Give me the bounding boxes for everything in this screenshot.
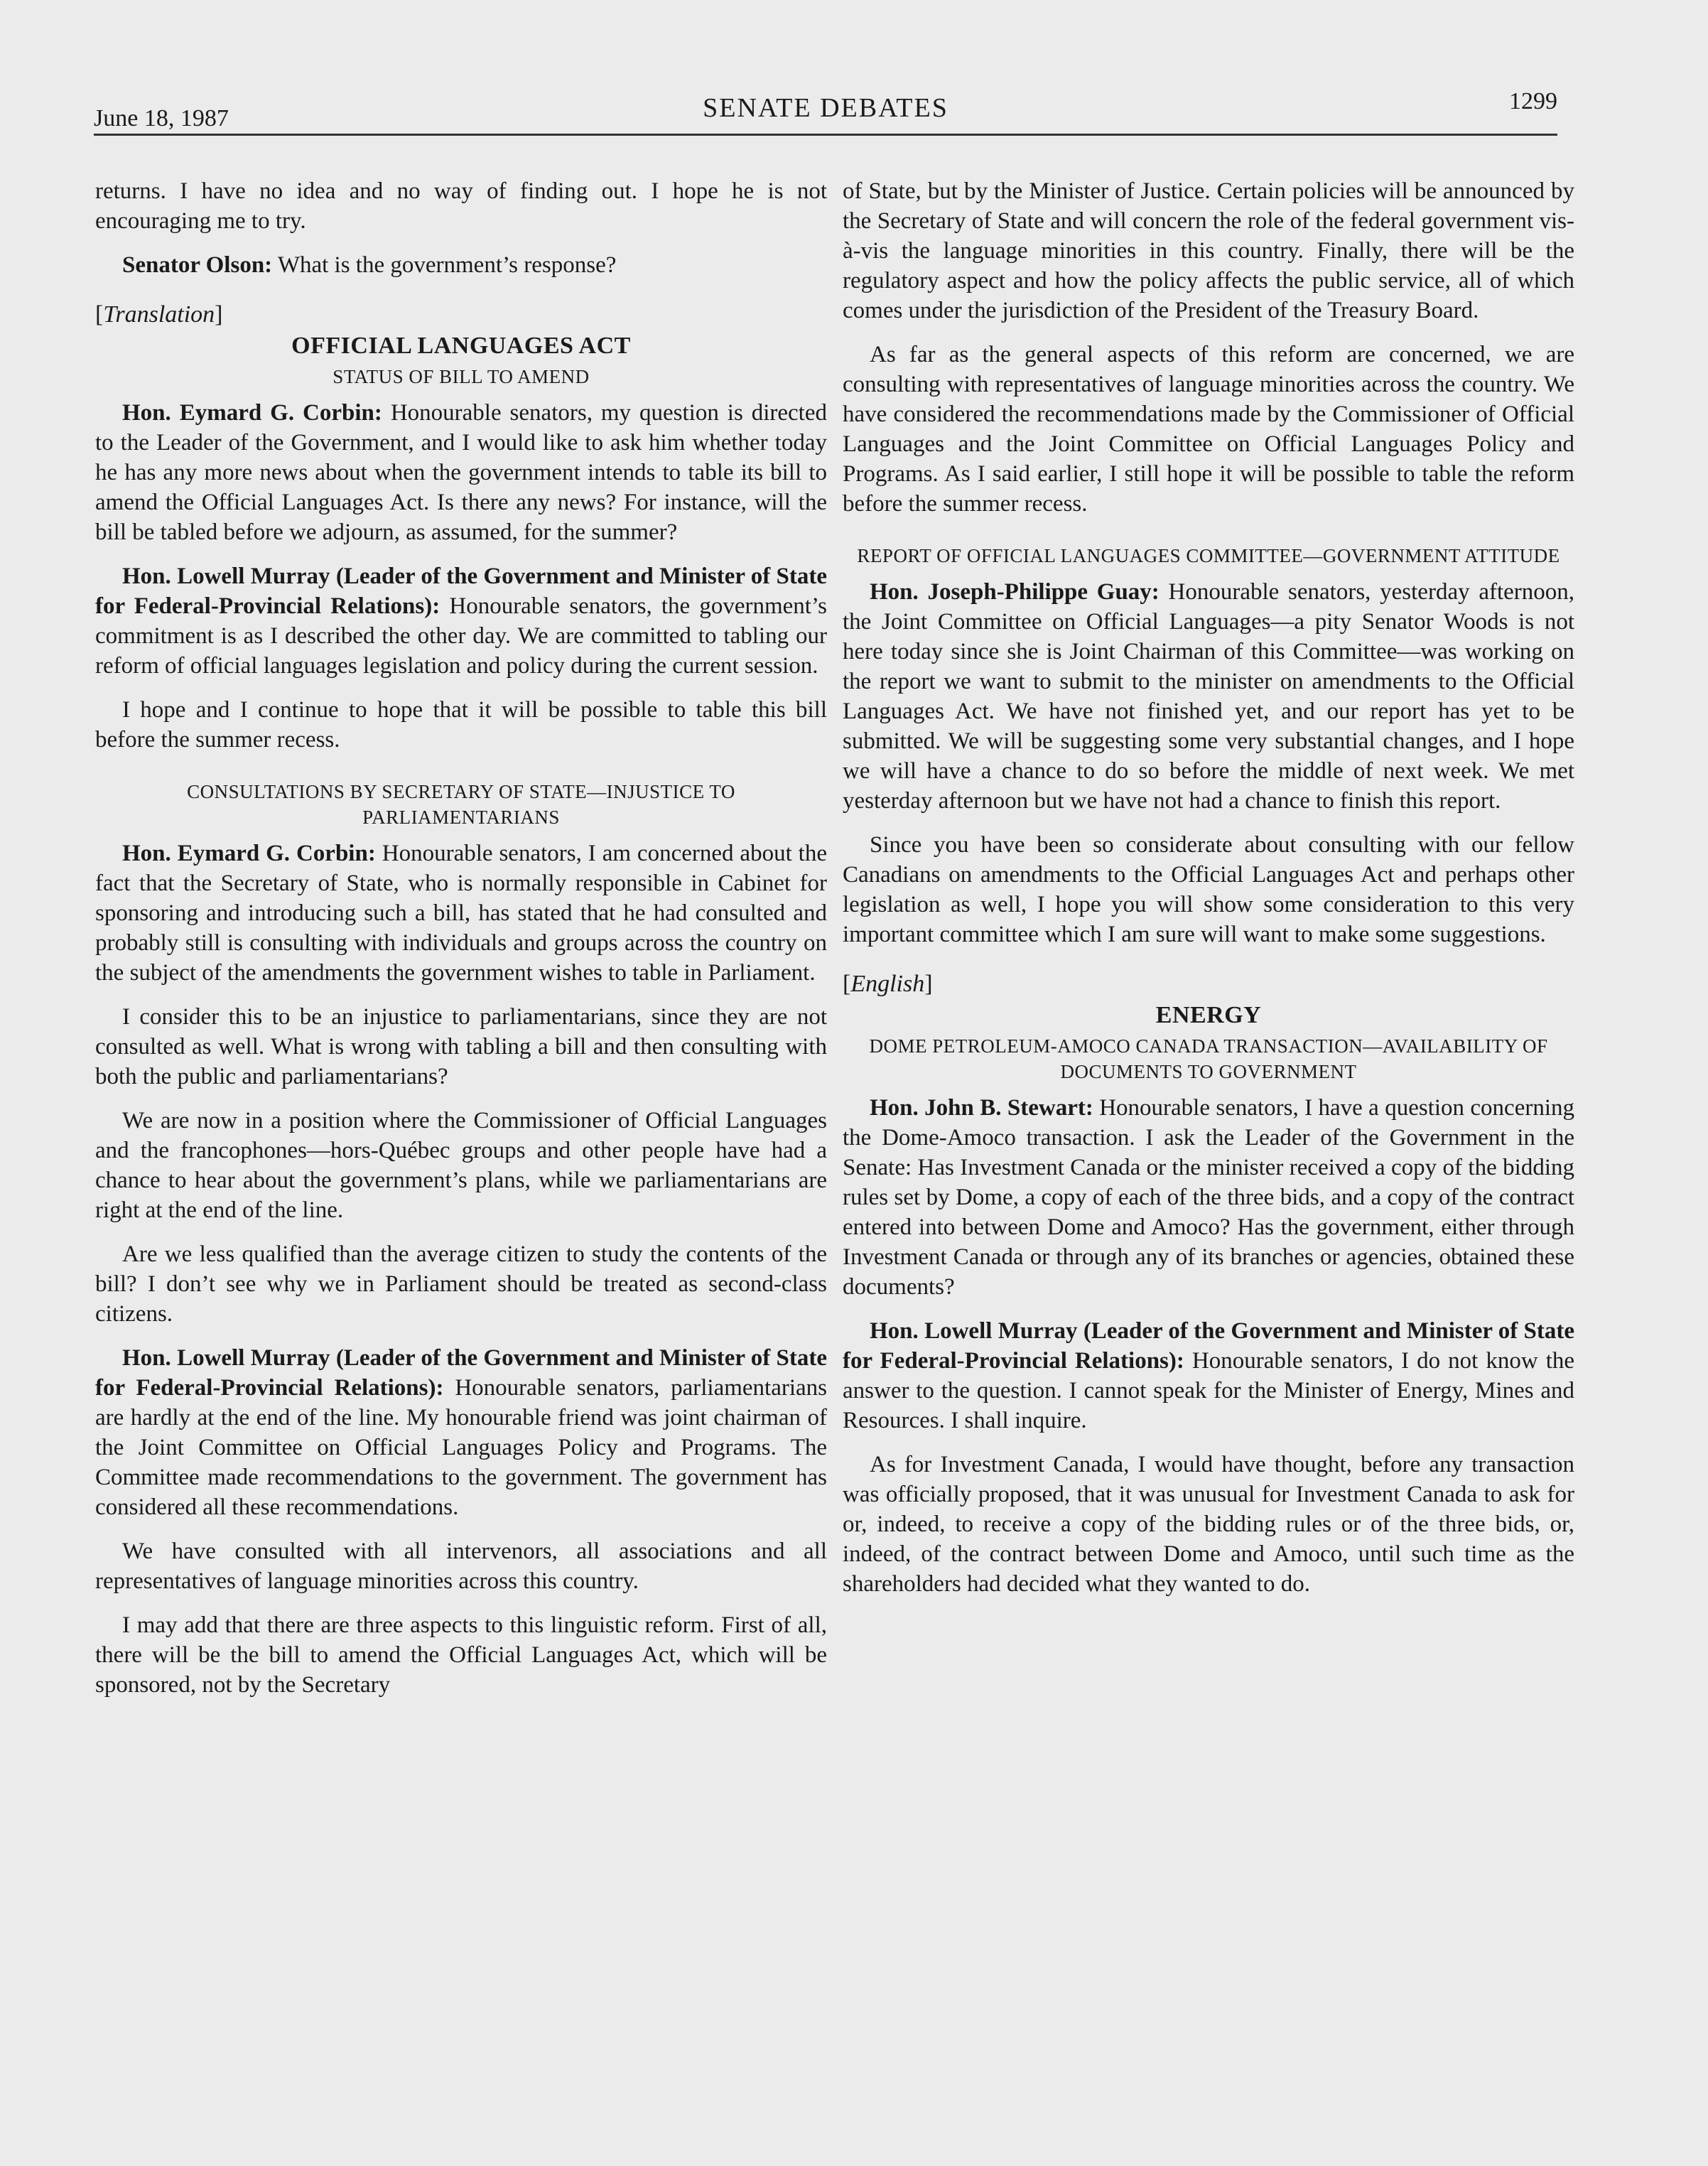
section-heading: OFFICIAL LANGUAGES ACT bbox=[291, 333, 631, 359]
header-date: June 18, 1987 bbox=[94, 105, 229, 131]
speaker-name: Hon. Joseph-Philippe Guay: bbox=[870, 579, 1160, 605]
right-column bbox=[843, 176, 1574, 1613]
speaker-name: Hon. John B. Stewart: bbox=[870, 1095, 1093, 1121]
translation-tag-text: Translation bbox=[103, 301, 215, 328]
subsection-heading: DOME PETROLEUM-AMOCO CANADA TRANSACTION—AVAILABILITY OF DOCUMENTS TO GOVERNMENT bbox=[869, 1035, 1548, 1082]
speaker-name: Senator Olson: bbox=[122, 252, 273, 278]
speaker-name: Hon. Eymard G. Corbin: bbox=[122, 841, 376, 866]
speaker-name: Hon. Lowell Murray (Leader of the Government and Minister of State for Federal-Provincial Relations): bbox=[95, 1345, 827, 1401]
speech-text: Honourable senators, I have a question concerning the Dome-Amoco transaction. I ask the Leader of the Government in the Senate: Has Investment Canada or the minister received a copy of the bidding rules set by Dome, a copy of each of the three bids, and a copy of the contract entered into between Dome and Amoco? Has the government, either through Investment Canada or through any of its branches or agencies, obtained these documents? bbox=[843, 1095, 1575, 1300]
speaker-name: Hon. Lowell Murray (Leader of the Government and Minister of State for Federal-Provincial Relations): bbox=[843, 1318, 1574, 1374]
subsection-heading: REPORT OF OFFICIAL LANGUAGES COMMITTEE—GOVERNMENT ATTITUDE bbox=[857, 545, 1560, 566]
paragraph bbox=[95, 250, 827, 280]
page-header bbox=[94, 84, 1557, 136]
speech-text: Honourable senators, I do not know the answer to the question. I cannot speak for the Minister of Energy, Mines and Resources. I shall inquire. bbox=[843, 1348, 1575, 1433]
speech-text: What is the government’s response? bbox=[277, 252, 617, 278]
translation-tag: [Translation] bbox=[95, 301, 223, 328]
paragraph: As far as the general aspects of this reform are concerned, we are consulting with representatives of language minorities across the country. We have considered the recommendations made by the Commissioner of Official Languages and the Joint Committee on Official Languages Policy and Programs. As I said earlier, I still hope it will be possible to table the reform before the summer recess. bbox=[843, 342, 1574, 517]
speech-text: Honourable senators, parliamentarians are hardly at the end of the line. My honourable friend was joint chairman of the Joint Committee on Official Languages Policy and Programs. The Committee made recommendations to the government. The government has considered all these recommendations. bbox=[95, 1375, 828, 1520]
paragraph: returns. I have no idea and no way of finding out. I hope he is not encouraging me to try. bbox=[95, 178, 827, 234]
paragraph bbox=[95, 398, 827, 547]
paragraph bbox=[843, 577, 1574, 816]
english-tag: [English] bbox=[843, 971, 933, 997]
paragraph bbox=[95, 561, 827, 681]
paragraph: Are we less qualified than the average citizen to study the contents of the bill? I don’t see why we in Parliament should be treated as second-class citizens. bbox=[95, 1241, 827, 1327]
left-column bbox=[95, 176, 827, 1714]
speaker-name: Hon. Lowell Murray (Leader of the Government and Minister of State for Federal-Provincial Relations): bbox=[95, 564, 827, 619]
paragraph: As for Investment Canada, I would have thought, before any transaction was officially proposed, that it was unusual for Investment Canada to ask for or, indeed, to receive a copy of the bidding rules or of the three bids, or, indeed, of the contract between Dome and Amoco, until such time as the shareholders had decided what they wanted to do. bbox=[843, 1452, 1574, 1597]
subsection-heading: CONSULTATIONS BY SECRETARY OF STATE—INJUSTICE TO PARLIAMENTARIANS bbox=[187, 781, 735, 828]
paragraph bbox=[843, 1316, 1574, 1435]
speech-text: Honourable senators, the government’s commitment is as I described the other day. We are committed to tabling our reform of official languages legislation and policy during the current session. bbox=[95, 593, 827, 679]
speaker-name: Hon. Eymard G. Corbin: bbox=[122, 400, 382, 426]
speech-text: Honourable senators, my question is directed to the Leader of the Government, and I would like to ask him whether today he has any more news about when the government intends to table its bill to amend the Official Languages Act. Is there any news? For instance, will the bill be tabled before we adjourn, as assumed, for the summer? bbox=[95, 400, 827, 545]
speech-text: Honourable senators, I am concerned about the fact that the Secretary of State, who is normally responsible in Cabinet for sponsoring and introducing such a bill, has stated that he had consulted and probably still is consulting with individuals and groups across the country on the subject of the amendments the government wishes to table in Parliament. bbox=[95, 841, 827, 986]
paragraph: I may add that there are three aspects to this linguistic reform. First of all, there will be the bill to amend the Official Languages Act, which will be sponsored, not by the Secretary bbox=[95, 1612, 827, 1698]
speech-text: Honourable senators, yesterday afternoon, the Joint Committee on Official Languages—a pity Senator Woods is not here today since she is Joint Chairman of this Committee—was working on the report we want to submit to the minister on amendments to the Official Languages Act. We have not finished yet, and our report has yet to be submitted. We will be suggesting some very substantial changes, and I hope we will have a chance to do so before the middle of next week. We met yesterday afternoon but we have not had a chance to finish this report. bbox=[843, 579, 1575, 814]
paragraph: I hope and I continue to hope that it will be possible to table this bill before the summer recess. bbox=[95, 697, 827, 753]
english-tag-text: English bbox=[850, 971, 925, 997]
section-heading: ENERGY bbox=[1155, 1002, 1262, 1028]
paragraph: We are now in a position where the Commissioner of Official Languages and the francophones—hors-Québec groups and other people have had a chance to hear about the government’s plans, while we parliamentarians are right at the end of the line. bbox=[95, 1108, 827, 1223]
paragraph bbox=[95, 839, 827, 988]
paragraph: I consider this to be an injustice to parliamentarians, since they are not consulted as well. What is wrong with tabling a bill and then consulting with both the public and parliamentarians? bbox=[95, 1004, 827, 1089]
header-title: SENATE DEBATES bbox=[703, 93, 948, 123]
paragraph: We have consulted with all intervenors, all associations and all representatives of language minorities across this country. bbox=[95, 1539, 827, 1594]
paragraph bbox=[95, 1343, 827, 1522]
paragraph: of State, but by the Minister of Justice. Certain policies will be announced by the Secretary of State and will concern the role of the federal government vis-à-vis the language minorities in this country. Finally, there will be the regulatory aspect and how the policy affects the public service, all of which comes under the jurisdiction of the President of the Treasury Board. bbox=[843, 178, 1574, 323]
paragraph: Since you have been so considerate about consulting with our fellow Canadians on amendments to the Official Languages Act and perhaps other legislation as well, I hope you will show some consideration to this very important committee which I am sure will want to make some suggestions. bbox=[843, 832, 1574, 947]
header-page-number: 1299 bbox=[1509, 88, 1557, 114]
paragraph bbox=[843, 1093, 1574, 1302]
subsection-heading: STATUS OF BILL TO AMEND bbox=[333, 366, 590, 387]
